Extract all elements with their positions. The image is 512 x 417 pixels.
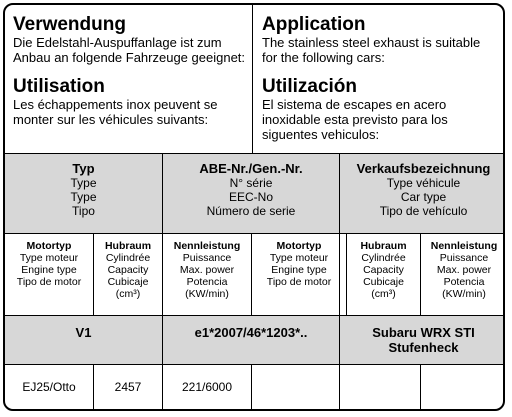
vehicle-name: Subaru WRX STI Stufenheck <box>372 325 475 355</box>
intro-de <box>13 15 245 65</box>
heading-utilizacion: Utilización <box>262 76 358 97</box>
subheader-hubraum-2: Hubraum Cylindrée Capacity Cubicaje (cm³) <box>360 240 407 300</box>
heading-application: Application <box>262 14 366 35</box>
intro-en <box>262 15 480 65</box>
intro-en-line2: for the following cars: <box>262 50 385 65</box>
exhaust-application-label <box>3 3 505 411</box>
vehicle-typ: V1 <box>75 325 92 340</box>
intro-fr <box>13 77 218 127</box>
intro-es-line2: inoxidable esta previsto para los <box>262 112 448 127</box>
subheader-motortyp-2: Motortyp Type moteur Engine type Tipo de motor <box>266 240 332 288</box>
heading-verwendung: Verwendung <box>13 14 126 35</box>
intro-fr-line2: monter sur les véhicules suivants: <box>13 112 209 127</box>
intro-en-line1: The stainless steel exhaust is suitable <box>262 35 481 50</box>
intro-es-line3: siguentes vehiculos: <box>262 127 380 142</box>
subheader-nennleistung: Nennleistung Puissance Max. power Potencia (KW/min) <box>173 240 241 300</box>
vehicle-abe-number: e1*2007/46*1203*.. <box>194 325 308 340</box>
heading-utilisation: Utilisation <box>13 76 105 97</box>
intro-de-line2: Anbau an folgende Fahrzeuge geeignet: <box>13 50 246 65</box>
subheader-hubraum: Hubraum Cylindrée Capacity Cubicaje (cm³) <box>104 240 152 300</box>
engine-nennleistung: 221/6000 <box>181 380 233 394</box>
intro-de-line1: Die Edelstahl-Auspuffanlage ist zum <box>13 35 222 50</box>
header-typ: Typ Type Type Tipo <box>70 161 97 218</box>
intro-es <box>262 77 448 142</box>
engine-hubraum: 2457 <box>114 380 142 394</box>
header-verkauf: Verkaufsbezeichnung Type véhicule Car type Tipo de vehículo <box>356 161 491 218</box>
engine-motortyp: EJ25/Otto <box>22 380 76 394</box>
intro-es-line1: El sistema de escapes en acero <box>262 97 447 112</box>
subheader-motortyp: Motortyp Type moteur Engine type Tipo de motor <box>16 240 82 288</box>
header-abe: ABE-Nr./Gen.-Nr. N° série EEC-No Número de serie <box>199 161 303 218</box>
subheader-nennleistung-2: Nennleistung Puissance Max. power Potencia (KW/min) <box>430 240 498 300</box>
intro-fr-line1: Les échappements inox peuvent se <box>13 97 218 112</box>
